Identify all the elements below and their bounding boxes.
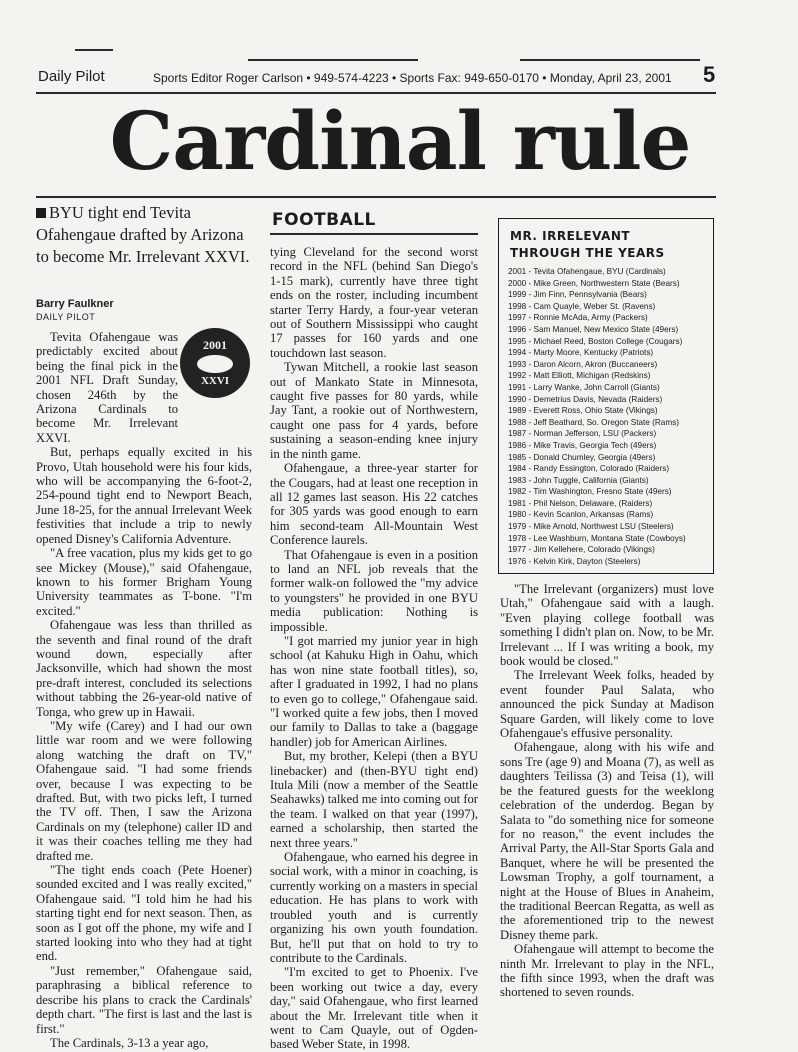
list-item: 1995 - Michael Reed, Boston College (Cougars) — [508, 336, 683, 346]
top-rule-left — [75, 49, 113, 51]
paragraph: Tywan Mitchell, a rookie last season out of Mankato State in Minnesota, caught five passes for 80 yards, while Jay Tant, a rookie out of Northwestern, caught one pass for 4 yards, before sustaining a season-ending knee injury in the ninth game. — [270, 360, 478, 461]
headline-rule — [36, 196, 716, 198]
logo-year: 2001 — [203, 338, 227, 352]
paragraph: Ofahengaue, along with his wife and sons Tre (age 9) and Moana (7), as well as daughters Teilissa (3) and Teisa (1), will be the featured guests for the weeklong celebration of the underdog. Began by Salata to "do something nice for someone for no reason," the event includes the Arrival Party, the All-Star Sports Gala and Banquet, where he will be presented the Lowsman Trophy, a golf tournament, a night at the House of Blues in Anaheim, the traditional Beercan Regatta, as well as the aforementioned trip to the newest Disney theme park. — [500, 740, 714, 942]
top-rule-center — [248, 59, 418, 61]
list-item: 1980 - Kevin Scanlon, Arkansas (Rams) — [508, 510, 654, 520]
list-item: 1991 - Larry Wanke, John Carroll (Giants) — [508, 382, 660, 392]
paragraph: Ofahengaue will attempt to become the ninth Mr. Irrelevant to play in the NFL, the fifth since 1993, when the draft was shortened to seven rounds. — [500, 942, 714, 1000]
paragraph: "Just remember," Ofahengaue said, paraphrasing a biblical reference to describe his plans to crack the Cardinals' depth chart. "The first is last and the last is first." — [36, 963, 252, 1036]
paragraph: "The tight ends coach (Pete Hoener) sounded excited and I was really excited," Ofahengaue said. "I told him he had his starting tight end for next season. Then, as soon as I got off the phone, my wife and I started looking into who they had at tight end. — [36, 863, 252, 964]
sidebar-title — [510, 228, 710, 262]
list-item: 1979 - Mike Arnold, Northwest LSU (Steelers) — [508, 522, 674, 532]
paragraph: Ofahengaue, a three-year starter for the Cougars, had at least one reception in all 12 games last season. His 22 catches for 305 yards was good enough to earn him second-team All-Mountain West Conference laurels. — [270, 461, 478, 548]
list-item: 1982 - Tim Washington, Fresno State (49ers) — [508, 487, 672, 497]
byline-affiliation: DAILY PILOT — [36, 312, 96, 322]
sidebar-list — [508, 266, 712, 567]
list-item: 1989 - Everett Ross, Ohio State (Vikings) — [508, 406, 658, 416]
list-item: 1983 - John Tuggle, California (Giants) — [508, 475, 649, 485]
paragraph: "I'm excited to get to Phoenix. I've been working out twice a day, every day," said Ofahengaue, who first learned about the Mr. Irrelevant title when it went to Cam Quayle, out of Ogden-based Weber State, in 1998. — [270, 965, 478, 1052]
list-item: 1999 - Jim Finn, Pennsylvania (Bears) — [508, 290, 647, 300]
headline: Cardinal rule — [109, 94, 691, 188]
article-column-3 — [500, 582, 714, 1000]
paragraph: Ofahengaue was less than thrilled as the seventh and final round of the draft wound down, especially after Jacksonville, which had shown the most pre-draft interest, concluded its selections without tabbing the 26-year-old native of Tonga, who grew up in Hawaii. — [36, 618, 252, 719]
paragraph: "My wife (Carey) and I had our own little war room and we were following along watching the draft on TV," Ofahengaue said. "I had some friends over, because I was expecting to be drafted. But, with two picks left, I turned the TV off. Then, I saw the Arizona Cardinals on my (telephone) caller ID and it was their coaches telling me they had drafted me. — [36, 718, 252, 863]
paragraph: But, my brother, Kelepi (then a BYU linebacker) and (then-BYU tight end) Itula Mili (now a member of the Seattle Seahawks) talked me into coming out for the team. I walked on that year (1997), earned a scholarship, then started the next three years." — [270, 749, 478, 850]
publication-name: Daily Pilot — [38, 68, 105, 85]
list-item: 1977 - Jim Kellehere, Colorado (Vikings) — [508, 545, 655, 555]
article-column-2 — [270, 245, 478, 1052]
header-info: Sports Editor Roger Carlson • 949-574-4223 • Sports Fax: 949-650-0170 • Monday, April 23, 2001 — [153, 71, 672, 85]
section-kicker: FOOTBALL — [272, 210, 376, 230]
paragraph: tying Cleveland for the second worst record in the NFL (behind San Diego's 1-15 mark), currently have three tight ends on the roster, including incumbent starter Terry Hardy, a four-year veteran out of Southern Mississippi who caught 17 passes for 160 yards and one touchdown last season. — [270, 245, 478, 360]
deck-text: BYU tight end Tevita Ofahengaue drafted by Arizona to become Mr. Irrelevant XXVI. — [36, 203, 250, 266]
list-item: 2001 - Tevita Ofahengaue, BYU (Cardinals) — [508, 267, 666, 276]
list-item: 1994 - Marty Moore, Kentucky (Patriots) — [508, 348, 654, 358]
paragraph: But, perhaps equally excited in his Provo, Utah household were his four kids, who will be accompanying the 6-foot-2, 254-pound tight end to Newport Beach, June 18-25, for the annual Irrelevant Week festivities that include a trip to newly opened Disney's California Adventure. — [36, 445, 252, 546]
deck — [36, 202, 251, 268]
paragraph: The Irrelevant Week folks, headed by event founder Paul Salata, who announced the pick Sunday at Madison Square Garden, will likely come to love Ofahengaue's effusive personality. — [500, 668, 714, 741]
paragraph: Tevita Ofahengaue was predictably excited about being the final pick in the 2001 NFL Draft Sunday, chosen 246th by the Arizona Cardinals to become Mr. Irrelevant XXVI. — [36, 330, 178, 445]
list-item: 1990 - Demetrius Davis, Nevada (Raiders) — [508, 394, 663, 404]
paragraph: "A free vacation, plus my kids get to go see Mickey (Mouse)," said Ofahengaue, known to his former Brigham Young University teammates as T-bone. "I'm excited." — [36, 546, 252, 618]
top-rule-right — [520, 59, 700, 61]
bullet-square-icon — [36, 208, 46, 218]
list-item: 1985 - Donald Chumley, Georgia (49ers) — [508, 452, 656, 462]
list-item: 1997 - Ronnie McAda, Army (Packers) — [508, 313, 648, 323]
logo-numeral: XXVI — [200, 375, 230, 387]
page-number: 5 — [703, 62, 716, 87]
kicker-rule — [270, 233, 478, 235]
list-item: 1978 - Lee Washburn, Montana State (Cowboys) — [508, 533, 686, 543]
list-item: 1993 - Daron Alcorn, Akron (Buccaneers) — [508, 359, 658, 369]
paragraph: "I got married my junior year in high school (at Kahuku High in Oahu, which has won nine state football titles), so, after I graduated in 1992, I had no plans to even go to college," Ofahengaue said. "I worked quite a few jobs, then I moved our family to Dallas to take a (baggage handler) job for American Airlines. — [270, 633, 478, 749]
list-item: 2000 - Mike Green, Northwestern State (Bears) — [508, 278, 680, 288]
sidebar-title-line-1: MR. IRRELEVANT — [510, 229, 631, 243]
byline-name: Barry Faulkner — [36, 298, 114, 310]
list-item: 1976 - Kelvin Kirk, Dayton (Steelers) — [508, 556, 641, 566]
paragraph: "The Irrelevant (organizers) must love Utah," Ofahengaue said with a laugh. "Even playing college football was something I didn't plan on. Now, to be Mr. Irrelevant ... If I was writing a book, my book would be closed." — [500, 582, 714, 669]
article-column-1 — [36, 330, 252, 1050]
list-item: 1996 - Sam Manuel, New Mexico State (49ers) — [508, 324, 679, 334]
list-item: 1981 - Phil Nelson, Delaware, (Raiders) — [508, 498, 653, 508]
sidebar-title-line-2: THROUGH THE YEARS — [510, 246, 665, 260]
list-item: 1988 - Jeff Beathard, So. Oregon State (Rams) — [508, 417, 679, 427]
paragraph: That Ofahengaue is even in a position to land an NFL job reveals that the former walk-on followed the "my advice to youngsters" he provided in one BYU media publication: Nothing is impossible. — [270, 547, 478, 634]
list-item: 1986 - Mike Travis, Georgia Tech (49ers) — [508, 440, 657, 450]
list-item: 1998 - Cam Quayle, Weber St. (Ravens) — [508, 301, 656, 311]
paragraph: Ofahengaue, who earned his degree in social work, with a minor in coaching, is currently working on a masters in special education. He has plans to work with troubled youth and is currently organizing his own youth foundation. But, he'll put that on hold to try to contribute to the Cardinals. — [270, 850, 478, 965]
list-item: 1992 - Matt Elliott, Michigan (Redskins) — [508, 371, 651, 381]
list-item: 1987 - Norman Jefferson, LSU (Packers) — [508, 429, 657, 439]
paragraph: The Cardinals, 3-13 a year ago, — [50, 1035, 209, 1050]
list-item: 1984 - Randy Essington, Colorado (Raiders) — [508, 464, 670, 474]
